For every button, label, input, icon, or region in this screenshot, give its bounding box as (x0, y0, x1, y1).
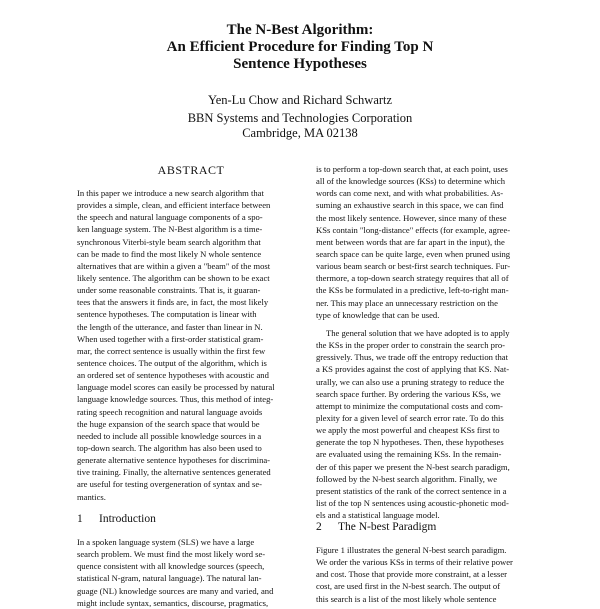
affiliation (0, 111, 600, 141)
section-2-heading (316, 521, 436, 533)
text-line: search space further. By ordering the various KSs, we (316, 388, 501, 399)
text-line: statistical N-gram, natural language). The natural lan- (77, 573, 262, 584)
right-column-paragraph-1 (316, 163, 544, 321)
section-2-number: 2 (316, 521, 322, 533)
text-line: synchronous Viterbi-style beam search algorithm that (77, 236, 261, 247)
text-line: needed to include all possible knowledge sources in a (77, 430, 262, 441)
text-line: tees that the answers it finds are, in fact, the most likely (77, 297, 269, 308)
text-line: mar, the correct sentence is usually within the first few (77, 345, 266, 356)
title-line-2: An Efficient Procedure for Finding Top N (166, 39, 434, 55)
text-line: mantics. (77, 491, 106, 502)
text-line: we apply the most powerful and cheapest KSs first to (316, 425, 500, 436)
text-line: der of this paper we present the N-best search paradigm, (316, 461, 510, 472)
text-line: The general solution that we have adopted is to apply (326, 328, 510, 338)
text-line: might include syntax, semantics, discourse, pragmatics, (77, 597, 269, 608)
text-line: ner. This may place an unnecessary restriction on the (316, 297, 498, 308)
text-line: We order the various KSs in terms of their relative power (316, 557, 513, 568)
text-line: tive training. Finally, the alternative sentences generated (77, 467, 271, 478)
text-line: language model scores can easily be processed by natural (77, 382, 275, 393)
text-line: generate alternative sentence hypotheses for discrimina- (77, 455, 271, 466)
text-line: provides a simple, clean, and efficient interface between (77, 200, 271, 211)
title-line-1: The N-Best Algorithm: (226, 22, 374, 38)
text-line: generate the top N hypotheses. Then, these hypotheses (316, 437, 504, 448)
text-line: the most likely sentence. However, since many of these (316, 212, 507, 223)
text-line: search space can be quite large, even when pruned using (316, 248, 511, 259)
text-line: sentence hypotheses. The computation is linear with (77, 309, 257, 320)
abstract-heading: ABSTRACT (157, 163, 225, 177)
text-line: the speech and natural language components of a spo- (77, 212, 263, 223)
text-line: guage (NL) knowledge sources are many and varied, and (77, 585, 274, 596)
affiliation-org: BBN Systems and Technologies Corporation (187, 111, 413, 125)
text-line: an ordered set of sentence hypotheses with acoustic and (77, 370, 269, 381)
text-line: attempt to minimize the computational costs and com- (316, 400, 503, 411)
text-line: KSs contain "long-distance" effects (for example, agree- (316, 224, 511, 235)
text-line: thermore, a top-down search strategy requires that all of (316, 273, 509, 284)
text-line: words can come next, and with what probabilities. As- (316, 188, 504, 199)
section-2-body (316, 544, 544, 605)
text-line: the huge expansion of the search space that would be (77, 418, 260, 429)
text-line: plexity for a given level of search error rate. To do this (316, 412, 504, 423)
text-line: are evaluated using the remaining KSs. In the remain- (316, 449, 502, 460)
text-line: ken language system. The N-Best algorithm is a time- (77, 224, 263, 235)
section-1-body (77, 536, 305, 609)
text-line: search problem. We must find the most likely word se- (77, 549, 266, 560)
text-line: top-down search. The algorithm has also been used to (77, 442, 262, 453)
authors: Yen-Lu Chow and Richard Schwartz (207, 93, 393, 107)
text-line: When used together with a first-order statistical gram- (77, 333, 264, 344)
text-line: sentence choices. The output of the algorithm, which is (77, 357, 267, 368)
text-line: els and a statistical language model. (316, 510, 440, 521)
text-line: In a spoken language system (SLS) we have a large (77, 537, 255, 547)
text-line: followed by the N-best search algorithm. Finally, we (316, 473, 498, 484)
text-line: suming an exhaustive search in this space, we can find (316, 200, 504, 211)
text-line: rating speech recognition and natural language avoids (77, 406, 263, 417)
text-line: under some reasonable constraints. That is, it guaran- (77, 285, 261, 296)
text-line: cost, are used first in the N-best search. The output of (316, 581, 501, 592)
section-2-title: The N-best Paradigm (338, 521, 437, 533)
title-line-3: Sentence Hypotheses (233, 56, 367, 72)
text-line: a KS provides against the cost of applying that KS. Nat- (316, 364, 510, 375)
text-line: alternatives that are within a given a "beam" of the most (77, 260, 271, 271)
text-line: the length of the utterance, and faster than linear in N. (77, 321, 263, 332)
affiliation-city: Cambridge, MA 02138 (242, 126, 358, 140)
text-line: all of the knowledge sources (KSs) to determine which (316, 176, 506, 187)
text-line: quence consistent with all knowledge sources (speech, (77, 561, 265, 572)
text-line: language knowledge sources. Thus, this method of integ- (77, 394, 274, 405)
text-line: likely sentence. The algorithm can be shown to be exact (77, 272, 270, 283)
text-line: various beam search or best-first search techniques. Fur- (316, 261, 511, 272)
abstract-body (77, 187, 305, 503)
text-line: present statistics of the rank of the correct sentence in a (316, 485, 507, 496)
section-1-number: 1 (77, 513, 83, 525)
section-1-title: Introduction (99, 513, 156, 525)
right-column-paragraph-2 (316, 327, 544, 521)
text-line: Figure 1 illustrates the general N-best search paradigm. (316, 545, 507, 555)
section-1-heading (77, 513, 156, 525)
text-line: list of the top N sentences using acoustic-phonetic mod- (316, 497, 509, 508)
paper-title (0, 22, 600, 73)
text-line: is to perform a top-down search that, at each point, uses (316, 164, 508, 174)
text-line: the KSs be formulated in a predictive, left-to-right man- (316, 285, 509, 296)
text-line: In this paper we introduce a new search algorithm that (77, 188, 264, 198)
text-line: this search is a list of the most likely whole sentence (316, 593, 497, 604)
text-line: type of knowledge that can be used. (316, 309, 440, 320)
text-line: gressively. Thus, we trade off the entropy reduction that (316, 352, 508, 363)
text-line: urally, we can also use a pruning strategy to reduce the (316, 376, 505, 387)
text-line: and cost. Those that provide more constraint, at a lesser (316, 569, 507, 580)
text-line: can be made to find the most likely N whole sentence (77, 248, 262, 259)
text-line: ment between words that are far apart in the input), the (316, 236, 505, 247)
text-line: the KSs in the proper order to constrain the search pro- (316, 340, 506, 351)
text-line: are useful for testing overgeneration of syntax and se- (77, 479, 263, 490)
